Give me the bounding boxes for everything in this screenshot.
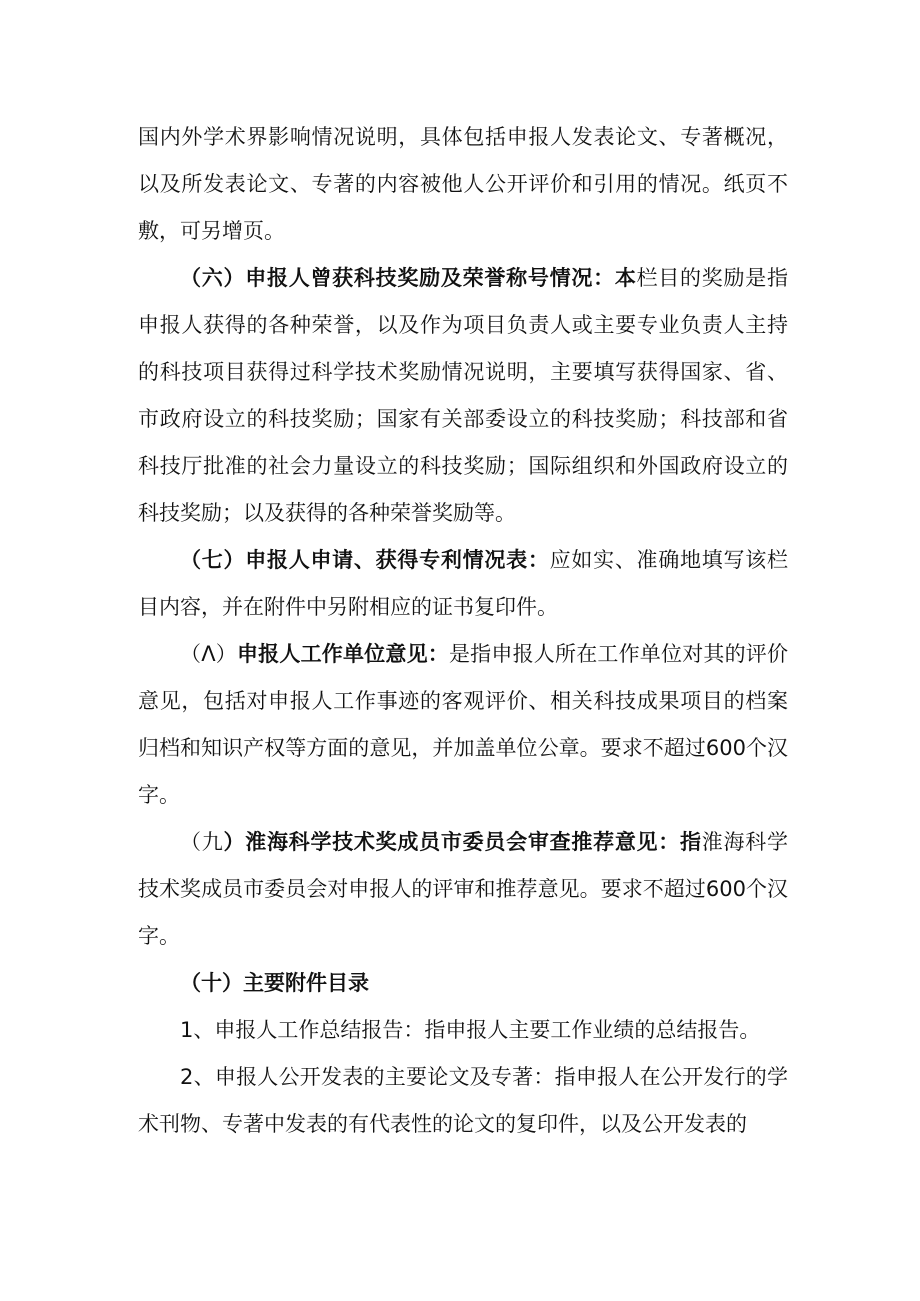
section-heading-6: （六）申报人曾获科技奖励及荣誉称号情况：本: [180, 266, 637, 290]
paragraph-text: 2、申报人公开发表的主要论文及专著：指申报人在公开发行的学术刊物、专著中发表的有代表性的论文的复印件，以及公开发表的: [138, 1065, 788, 1136]
document-body: [138, 114, 788, 1148]
paragraph-text: 栏目的奖励是指申报人获得的各种荣誉，以及作为项目负责人或主要专业负责人主持的科技项目获得过科学技术奖励情况说明，主要填写获得国家、省、市政府设立的科技奖励；国家有关部委设立的科技奖励；科技部和省科技厅批准的社会力量设立的科技奖励；国际组织和外国政府设立的科技奖励；以及获得的各种荣誉奖励等。: [138, 266, 789, 525]
paragraph-text: 淮海科学技术奖成员市委员会对申报人的评审和推荐意见。要求不超过600个汉字。: [138, 830, 789, 948]
paragraph-section-9-committee-opinion: [138, 819, 788, 960]
paragraph-attachment-2: [138, 1054, 788, 1148]
section-number-8: （Λ）: [180, 642, 237, 666]
section-heading-7: （七）申报人申请、获得专利情况表：: [180, 548, 550, 572]
paragraph-section-6-awards: [138, 255, 788, 537]
paragraph-text: 是指申报人所在工作单位对其的评价意见，包括对申报人工作事迹的客观评价、相关科技成果项目的档案归档和知识产权等方面的意见，并加盖单位公章。要求不超过600个汉字。: [138, 642, 788, 807]
paragraph-section-10-attachments: [138, 960, 788, 1007]
paragraph-impact-description: [138, 114, 788, 255]
paragraph-attachment-1: [138, 1007, 788, 1054]
paragraph-section-7-patents: [138, 537, 788, 631]
section-heading-8: 申报人工作单位意见：: [236, 642, 449, 666]
section-number-9: （九: [180, 830, 224, 854]
section-heading-9: ）淮海科学技术奖成员市委员会审查推荐意见：指: [223, 830, 702, 854]
paragraph-text: 国内外学术界影响情况说明，具体包括申报人发表论文、专著概况，以及所发表论文、专著的内容被他人公开评价和引用的情况。纸页不敷，可另增页。: [138, 125, 788, 243]
paragraph-text: 1、申报人工作总结报告：指申报人主要工作业绩的总结报告。: [180, 1018, 761, 1042]
paragraph-text: 应如实、准确地填写该栏目内容，并在附件中另附相应的证书复印件。: [138, 548, 789, 619]
section-heading-10: （十）主要附件目录: [180, 971, 369, 995]
paragraph-section-8-employer-opinion: [138, 631, 788, 819]
